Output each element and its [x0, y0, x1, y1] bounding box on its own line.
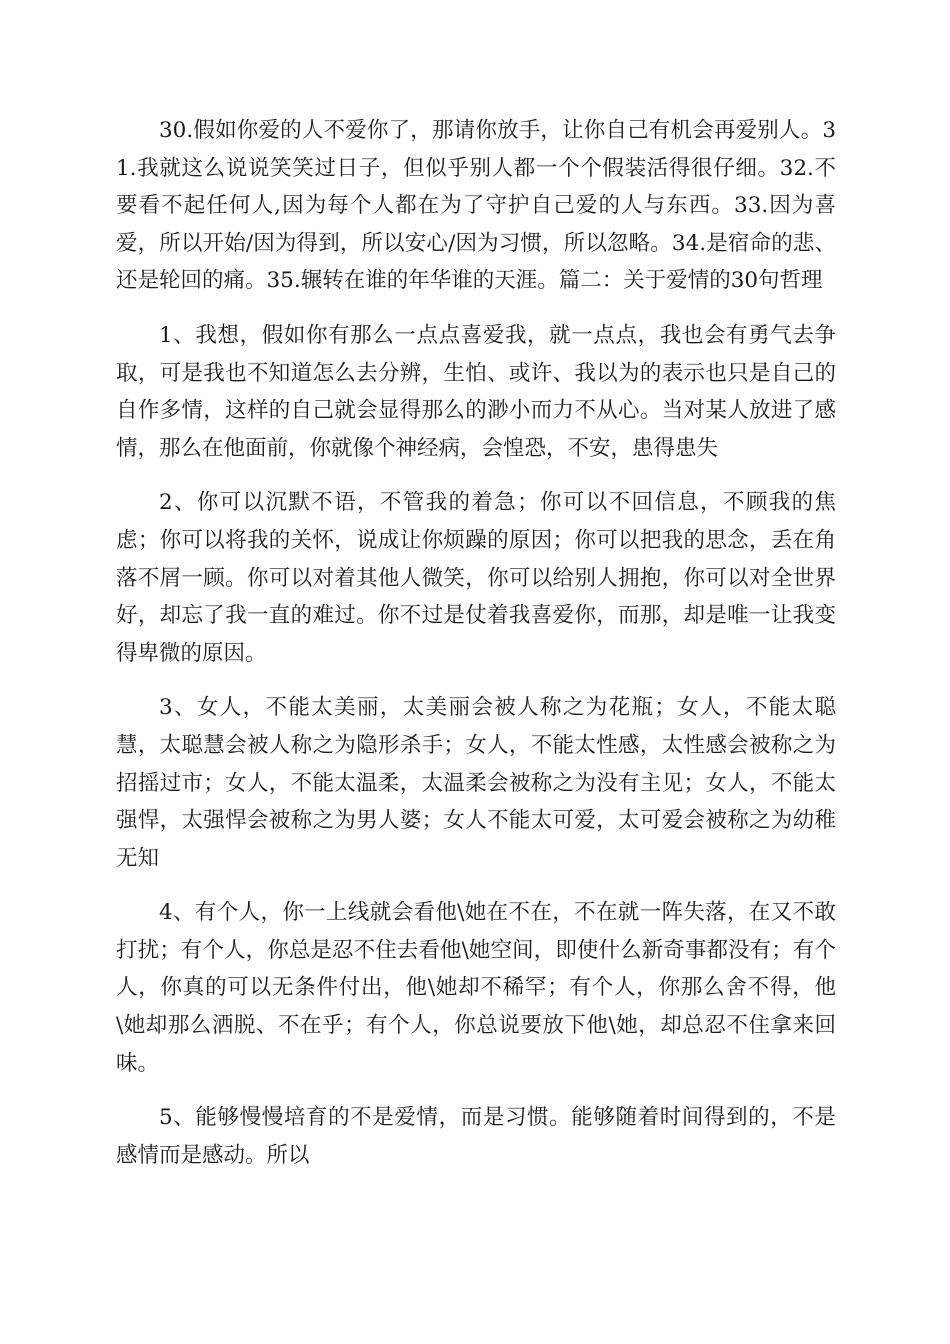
- paragraph-item-5: 5、能够慢慢培育的不是爱情，而是习惯。能够随着时间得到的，不是感情而是感动。所以: [116, 1105, 836, 1168]
- paragraph-item-3: 3、女人，不能太美丽，太美丽会被人称之为花瓶；女人，不能太聪慧，太聪慧会被人称之为隐形杀手；女人，不能太性感，太性感会被称之为招摇过市；女人，不能太温柔，太温柔会被称之为没有主见；女人，不能太强悍，太强悍会被称之为男人婆；女人不能太可爱，太可爱会被称之为幼稚无知: [116, 695, 836, 871]
- paragraph-intro: 30.假如你爱的人不爱你了，那请你放手，让你自己有机会再爱别人。31.我就这么说说笑笑过日子，但似乎别人都一个个假装活得很仔细。32.不要看不起任何人,因为每个人都在为了守护自己爱的人与东西。33.因为喜爱，所以开始/因为得到，所以安心/因为习惯，所以忽略。34.是宿命的悲、还是轮回的痛。35.辗转在谁的年华谁的天涯。篇二：关于爱情的30句哲理: [116, 118, 836, 294]
- paragraph-item-4: 4、有个人，你一上线就会看他\她在不在，不在就一阵失落，在又不敢打扰；有个人，你总是忍不住去看他\她空间，即使什么新奇事都没有；有个人，你真的可以无条件付出，他\她却不稀罕；有个人，你那么舍不得，他\她却那么洒脱、不在乎；有个人，你总说要放下他\她，却总忍不住拿来回味。: [116, 900, 836, 1076]
- paragraph-item-2: 2、你可以沉默不语，不管我的着急；你可以不回信息，不顾我的焦虑；你可以将我的关怀，说成让你烦躁的原因；你可以把我的思念，丢在角落不屑一顾。你可以对着其他人微笑，你可以给别人拥抱，你可以对全世界好，却忘了我一直的难过。你不过是仗着我喜爱你，而那，却是唯一让我变得卑微的原因。: [116, 490, 836, 666]
- paragraph-item-1: 1、我想，假如你有那么一点点喜爱我，就一点点，我也会有勇气去争取，可是我也不知道怎么去分辨，生怕、或许、我以为的表示也只是自己的自作多情，这样的自己就会显得那么的渺小而力不从心。当对某人放进了感情，那么在他面前，你就像个神经病，会惶恐，不安，患得患失: [116, 322, 836, 461]
- document-page: [116, 112, 836, 1174]
